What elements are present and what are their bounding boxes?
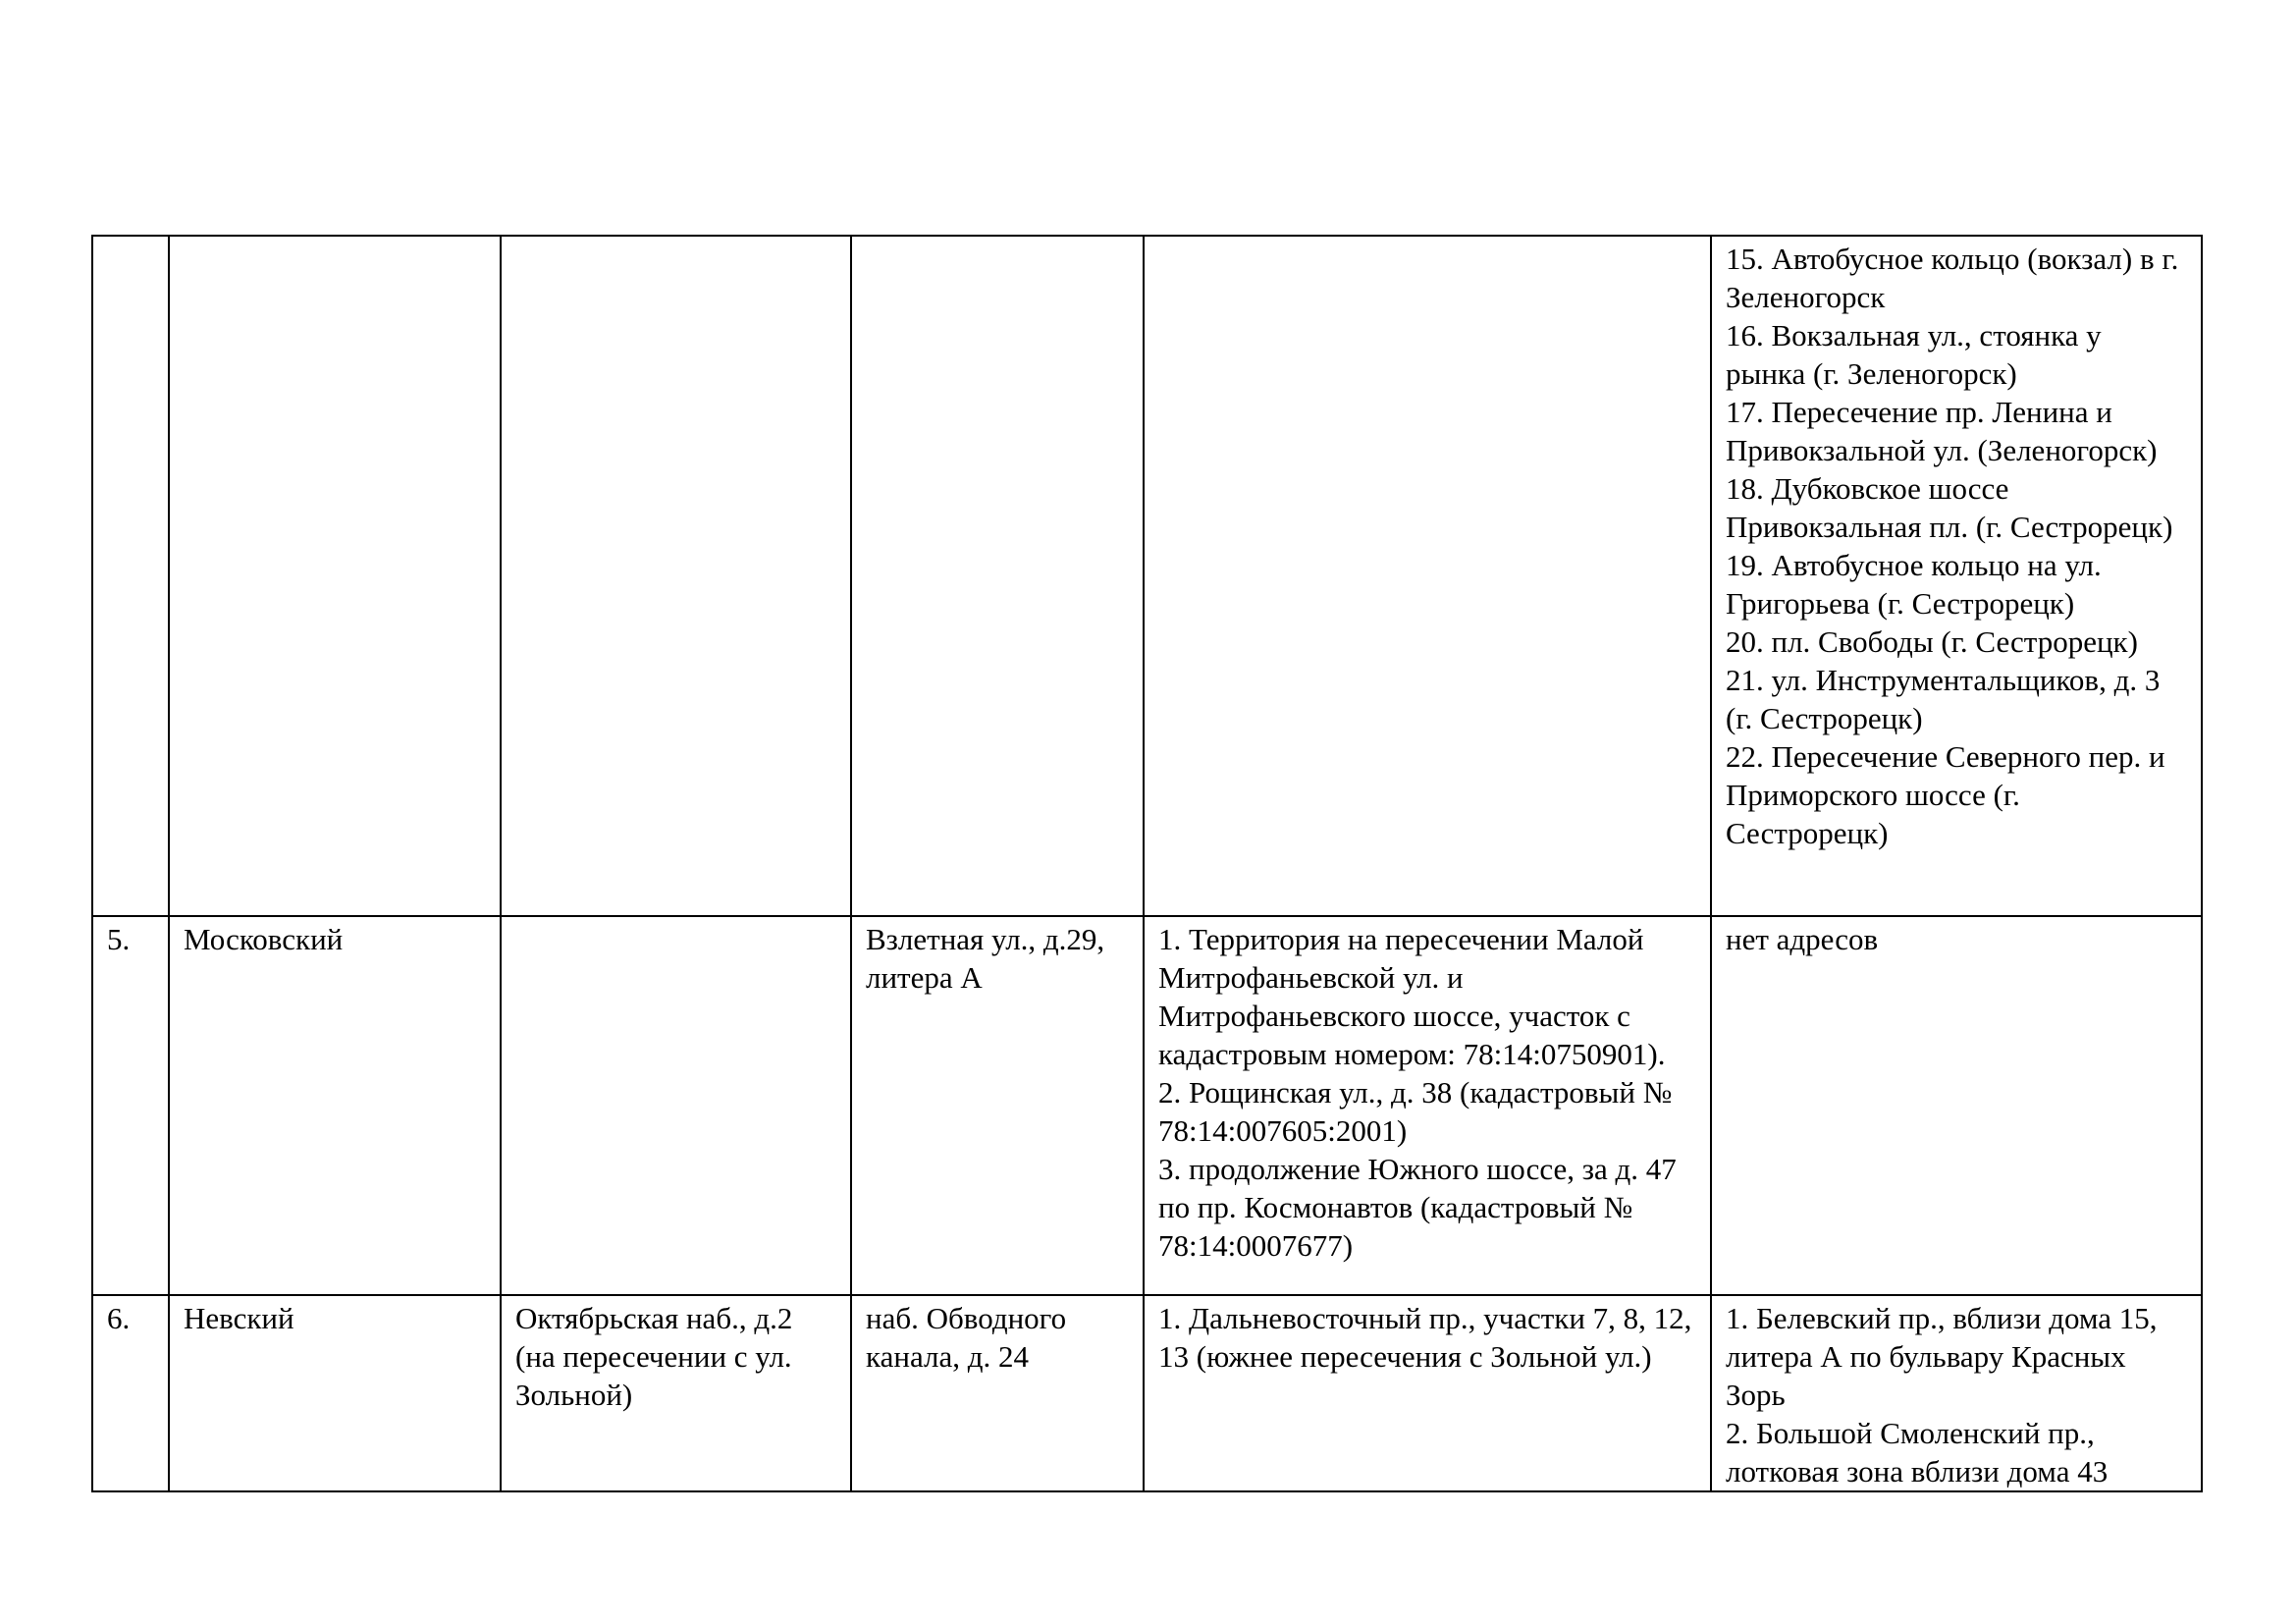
address-cell: наб. Обводного канала, д. 24 <box>851 1295 1144 1491</box>
row-number-cell: 5. <box>92 916 169 1295</box>
row-number-cell <box>92 236 169 916</box>
table-row <box>92 236 2202 916</box>
address-list-cell: 1. Территория на пересечении Малой Митрофаньевской ул. и Митрофаньевского шоссе, участок с кадастровым номером: 78:14:0750901). 2. Рощинская ул., д. 38 (кадастровый № 78:14:007605:2001) 3. продолжение Южного шоссе, за д. 47 по пр. Космонавтов (кадастровый № 78:14:0007677) <box>1144 916 1711 1295</box>
address-list-cell <box>1144 236 1711 916</box>
row-number-cell: 6. <box>92 1295 169 1491</box>
address-list-cell: 15. Автобусное кольцо (вокзал) в г. Зеленогорск 16. Вокзальная ул., стоянка у рынка (г. Зеленогорск) 17. Пересечение пр. Ленина и Привокзальной ул. (Зеленогорск) 18. Дубковское шоссе Привокзальная пл. (г. Сестрорецк) 19. Автобусное кольцо на ул. Григорьева (г. Сестрорецк) 20. пл. Свободы (г. Сестрорецк) 21. ул. Инструментальщиков, д. 3 (г. Сестрорецк) 22. Пересечение Северного пер. и Приморского шоссе (г. Сестрорецк) <box>1711 236 2202 916</box>
address-cell: Октябрьская наб., д.2 (на пересечении с ул. Зольной) <box>501 1295 851 1491</box>
address-list-cell: 1. Дальневосточный пр., участки 7, 8, 12, 13 (южнее пересечения с Зольной ул.) <box>1144 1295 1711 1491</box>
district-cell: Московский <box>169 916 501 1295</box>
district-cell: Невский <box>169 1295 501 1491</box>
address-cell <box>501 916 851 1295</box>
table-row <box>92 1295 2202 1491</box>
address-cell <box>501 236 851 916</box>
addresses-table <box>91 235 2203 1492</box>
address-cell <box>851 236 1144 916</box>
address-list-cell: нет адресов <box>1711 916 2202 1295</box>
district-cell <box>169 236 501 916</box>
address-cell: Взлетная ул., д.29, литера А <box>851 916 1144 1295</box>
table-row <box>92 916 2202 1295</box>
address-list-cell: 1. Белевский пр., вблизи дома 15, литера А по бульвару Красных Зорь 2. Большой Смоленский пр., лотковая зона вблизи дома 43 <box>1711 1295 2202 1491</box>
